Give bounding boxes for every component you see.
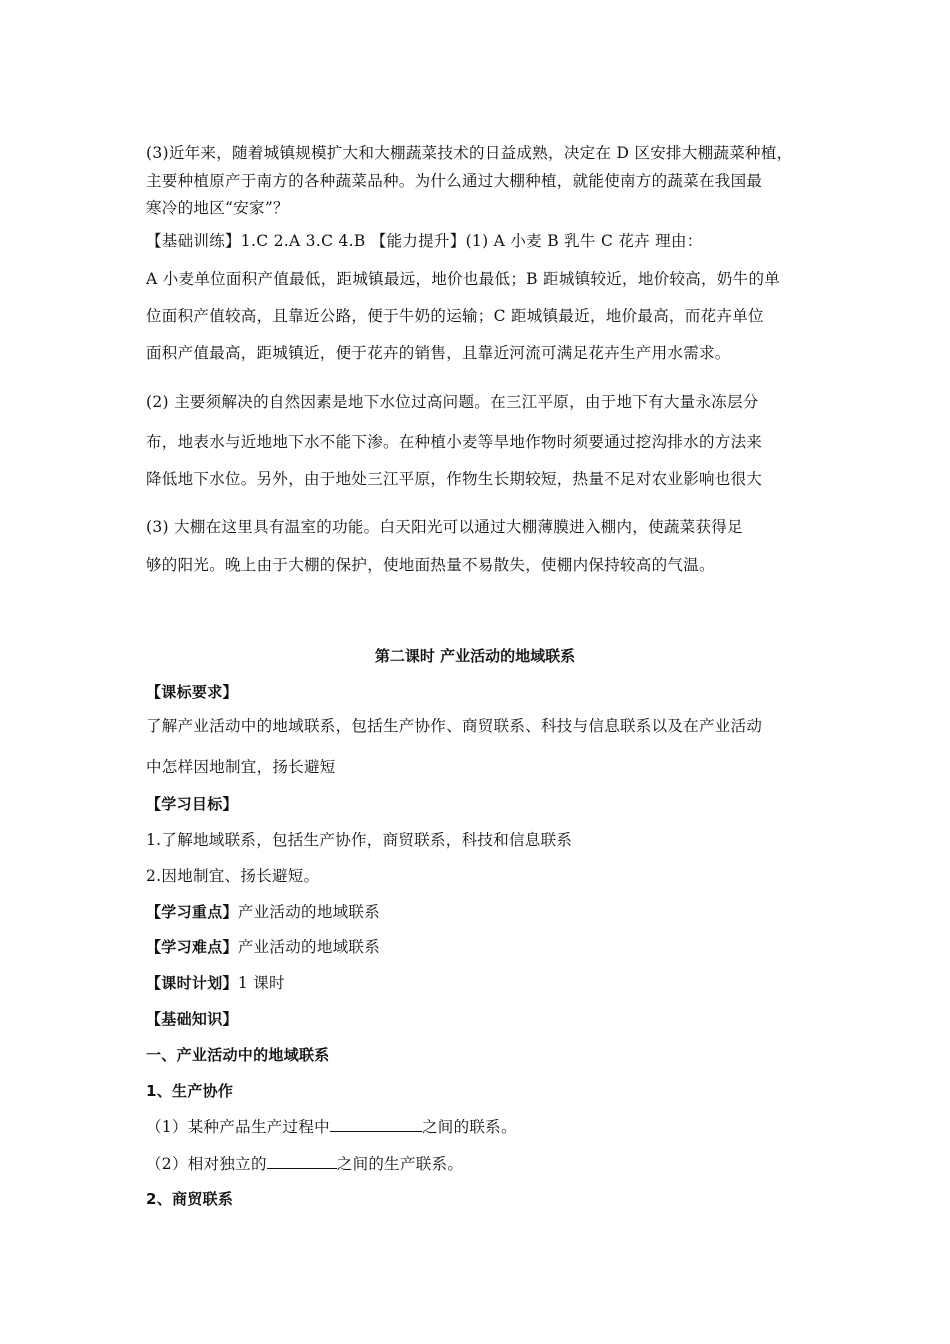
answer-key-line-7: 降低地下水位。另外，由于地处三江平原，作物生长期较短，热量不足对农业影响也很大 <box>146 470 763 488</box>
answer-key-line-1: 【基础训练】1.C 2.A 3.C 4.B 【能力提升】(1) A 小麦 B 乳牛 C 花卉 理由： <box>146 232 703 250</box>
section-1-heading: 一、产业活动中的地域联系 <box>146 1046 330 1064</box>
answer-key-line-3: 位面积产值较高，且靠近公路，便于牛奶的运输；C 距城镇最近，地价最高，而花卉单位 <box>146 307 764 325</box>
goal-1: 1.了解地域联系，包括生产协作，商贸联系，科技和信息联系 <box>146 831 573 849</box>
basics-heading: 【基础知识】 <box>146 1010 238 1028</box>
plan-text: 1 课时 <box>237 974 285 992</box>
standard-line-1: 了解产业活动中的地域联系，包括生产协作、商贸联系、科技与信息联系以及在产业活动 <box>146 717 763 735</box>
key-point <box>146 900 380 922</box>
plan-label: 【课时计划】 <box>146 974 238 992</box>
key-point-label: 【学习重点】 <box>146 903 238 921</box>
fill-item-2-prefix: （2）相对独立的 <box>146 1155 267 1173</box>
difficulty <box>146 935 380 957</box>
fill-item-1 <box>146 1115 517 1137</box>
fill-item-1-suffix: 之间的联系。 <box>421 1118 517 1136</box>
q3-line-2: 主要种植原产于南方的各种蔬菜品种。为什么通过大棚种植，就能使南方的蔬菜在我国最 <box>146 172 763 190</box>
answer-key-line-8: (3) 大棚在这里具有温室的功能。白天阳光可以通过大棚薄膜进入棚内，使蔬菜获得足 <box>146 518 743 536</box>
goals-heading: 【学习目标】 <box>146 795 238 813</box>
difficulty-text: 产业活动的地域联系 <box>237 938 381 956</box>
answer-key-line-5: (2) 主要须解决的自然因素是地下水位过高问题。在三江平原，由于地下有大量永冻层分 <box>146 393 759 411</box>
answer-key-line-9: 够的阳光。晚上由于大棚的保护，使地面热量不易散失，使棚内保持较高的气温。 <box>146 556 715 574</box>
answer-key-line-6: 布，地表水与近地地下水不能下渗。在种植小麦等旱地作物时须要通过挖沟排水的方法来 <box>146 433 763 451</box>
goal-2: 2.因地制宜、扬长避短。 <box>146 867 320 885</box>
fill-item-2 <box>146 1152 463 1174</box>
blank-line-2[interactable] <box>267 1154 337 1169</box>
fill-item-1-prefix: （1）某种产品生产过程中 <box>146 1118 330 1136</box>
q3-line-1: (3)近年来，随着城镇规模扩大和大棚蔬菜技术的日益成熟，决定在 D 区安排大棚蔬菜种植， <box>146 144 793 162</box>
standard-heading: 【课标要求】 <box>146 683 238 701</box>
subsection-1-heading: 1、生产协作 <box>146 1082 234 1100</box>
fill-item-2-suffix: 之间的生产联系。 <box>336 1155 464 1173</box>
answer-key-line-2: A 小麦单位面积产值最低，距城镇最远，地价也最低；B 距城镇较近，地价较高，奶牛的单 <box>146 270 781 288</box>
standard-line-2: 中怎样因地制宜，扬长避短 <box>146 758 336 776</box>
difficulty-label: 【学习难点】 <box>146 938 238 956</box>
blank-line-1[interactable] <box>330 1117 422 1132</box>
lesson-plan <box>146 971 285 993</box>
key-point-text: 产业活动的地域联系 <box>237 903 381 921</box>
subsection-2-heading: 2、商贸联系 <box>146 1190 234 1208</box>
lesson-title: 第二课时 产业活动的地域联系 <box>374 647 576 665</box>
answer-key-line-4: 面积产值最高，距城镇近，便于花卉的销售，且靠近河流可满足花卉生产用水需求。 <box>146 344 731 362</box>
q3-line-3: 寒冷的地区“安家”？ <box>146 199 289 217</box>
